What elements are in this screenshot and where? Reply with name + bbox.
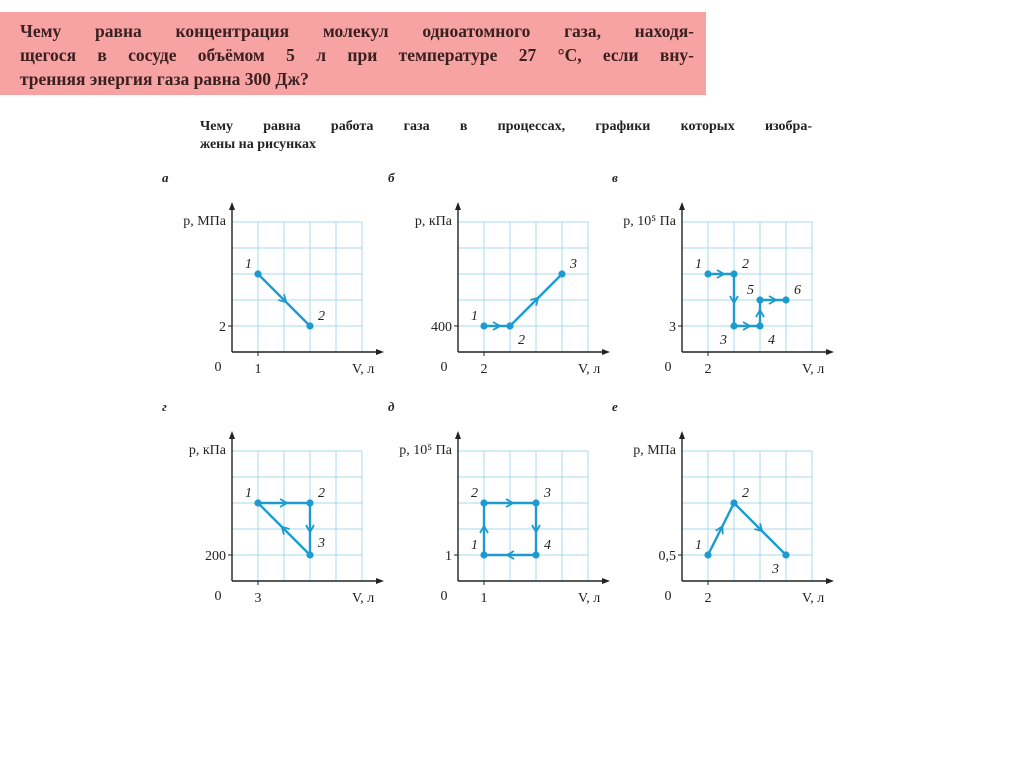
- task-text-line: тренняя энергия газа равна 300 Дж?: [20, 69, 309, 89]
- x-axis-label: V, л: [352, 362, 375, 377]
- state-point: [756, 322, 763, 329]
- graph-2: [388, 170, 610, 377]
- state-point: [480, 322, 487, 329]
- graph-5: [388, 399, 610, 606]
- graph-4: [162, 399, 384, 606]
- state-point: [254, 499, 261, 506]
- y-axis-arrow-icon: [229, 202, 235, 210]
- y-axis-arrow-icon: [229, 431, 235, 439]
- graph-letter: е: [612, 399, 618, 414]
- y-axis-label: p, кПа: [188, 443, 226, 458]
- y-tick-label: 2: [219, 320, 226, 335]
- state-point: [506, 322, 513, 329]
- y-axis-label: p, МПа: [633, 443, 676, 458]
- x-axis-arrow-icon: [602, 578, 610, 584]
- y-axis-arrow-icon: [455, 202, 461, 210]
- question-line: Чему равна работа газа в процессах, графики которых изобра-: [200, 119, 812, 134]
- state-point: [782, 551, 789, 558]
- x-axis-arrow-icon: [826, 349, 834, 355]
- state-point-label: 3: [570, 257, 577, 272]
- y-axis-label: p, кПа: [414, 214, 452, 229]
- x-axis-label: V, л: [578, 591, 601, 606]
- y-axis-label: p, 10⁵ Па: [623, 214, 676, 229]
- state-point-label: 1: [695, 538, 702, 553]
- state-point-label: 2: [742, 257, 749, 272]
- x-axis-label: V, л: [802, 362, 825, 377]
- graph-1: [162, 170, 384, 377]
- y-tick-label: 200: [205, 549, 226, 564]
- state-point-label: 1: [695, 257, 702, 272]
- x-tick-label: 1: [254, 362, 262, 377]
- graph-3: [612, 170, 834, 377]
- x-tick-label: 3: [254, 591, 262, 606]
- state-point: [558, 270, 565, 277]
- state-point-label: 4: [768, 333, 775, 348]
- state-point: [254, 270, 261, 277]
- state-point: [306, 551, 313, 558]
- x-tick-label: 2: [704, 362, 712, 377]
- state-point-label: 1: [245, 257, 252, 272]
- origin-label: 0: [214, 360, 222, 375]
- state-point-label: 5: [747, 283, 754, 298]
- state-point: [532, 551, 539, 558]
- state-point: [782, 296, 789, 303]
- state-point: [756, 296, 763, 303]
- question-line: жены на рисунках: [200, 137, 317, 152]
- y-axis-arrow-icon: [679, 431, 685, 439]
- state-point-label: 6: [794, 283, 801, 298]
- task-text-line: щегося в сосуде объёмом 5 л при температуре 27 °С, если вну-: [20, 45, 694, 65]
- state-point-label: 1: [245, 486, 252, 501]
- state-point-label: 1: [471, 538, 478, 553]
- x-axis-arrow-icon: [376, 349, 384, 355]
- state-point: [306, 322, 313, 329]
- y-axis-label: p, МПа: [183, 214, 226, 229]
- state-point: [480, 499, 487, 506]
- origin-label: 0: [440, 360, 448, 375]
- state-point: [704, 551, 711, 558]
- graph-letter: а: [162, 170, 169, 185]
- state-point: [730, 270, 737, 277]
- x-axis-arrow-icon: [602, 349, 610, 355]
- x-tick-label: 1: [480, 591, 488, 606]
- y-axis-arrow-icon: [455, 431, 461, 439]
- graph-letter: в: [612, 170, 618, 185]
- x-tick-label: 2: [704, 591, 712, 606]
- graph-6: [612, 399, 834, 606]
- origin-label: 0: [664, 589, 672, 604]
- state-point-label: 3: [544, 486, 551, 501]
- state-point-label: 2: [318, 309, 325, 324]
- state-point-label: 1: [471, 309, 478, 324]
- graph-letter: г: [162, 399, 167, 414]
- x-axis-label: V, л: [802, 591, 825, 606]
- x-axis-arrow-icon: [826, 578, 834, 584]
- state-point: [306, 499, 313, 506]
- state-point: [730, 322, 737, 329]
- state-point: [480, 551, 487, 558]
- state-point-label: 2: [518, 333, 525, 348]
- state-point-label: 2: [742, 486, 749, 501]
- state-point-label: 3: [318, 536, 325, 551]
- origin-label: 0: [440, 589, 448, 604]
- state-point: [730, 499, 737, 506]
- state-point-label: 3: [720, 333, 727, 348]
- state-point: [704, 270, 711, 277]
- state-point-label: 2: [318, 486, 325, 501]
- state-point-label: 2: [471, 486, 478, 501]
- y-tick-label: 3: [669, 320, 676, 335]
- y-axis-arrow-icon: [679, 202, 685, 210]
- x-axis-label: V, л: [578, 362, 601, 377]
- y-tick-label: 0,5: [658, 549, 676, 564]
- origin-label: 0: [664, 360, 672, 375]
- state-point-label: 4: [544, 538, 551, 553]
- origin-label: 0: [214, 589, 222, 604]
- state-point-label: 3: [772, 562, 779, 577]
- y-tick-label: 1: [445, 549, 452, 564]
- task-text-line: Чему равна концентрация молекул одноатомного газа, находя-: [20, 21, 694, 41]
- y-axis-label: p, 10⁵ Па: [399, 443, 452, 458]
- x-tick-label: 2: [480, 362, 488, 377]
- graph-letter: д: [388, 399, 395, 414]
- x-axis-arrow-icon: [376, 578, 384, 584]
- graph-letter: б: [388, 170, 395, 185]
- y-tick-label: 400: [431, 320, 452, 335]
- state-point: [532, 499, 539, 506]
- x-axis-label: V, л: [352, 591, 375, 606]
